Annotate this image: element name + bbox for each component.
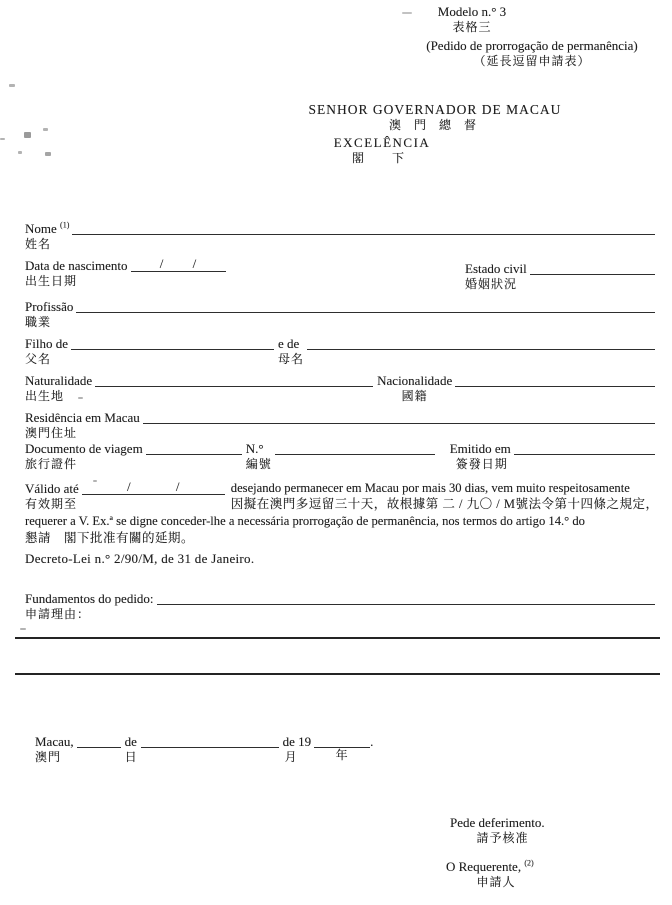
- profissao-label-zh: 職業: [25, 315, 52, 329]
- field-row-filho-de: [25, 336, 655, 367]
- valido-fill-line: [82, 481, 225, 495]
- field-row-naturalidade-nacionalidade: [25, 373, 655, 404]
- emitido-label-zh: 簽發日期: [455, 457, 508, 471]
- form-model-heading: [392, 4, 552, 35]
- e-de-label-zh: 母名: [277, 352, 304, 366]
- field-row-profissao: [25, 299, 655, 330]
- valido-label-zh: 有效期至: [25, 497, 78, 511]
- year-label-zh: 年: [335, 748, 349, 762]
- macau-label: Macau,: [35, 734, 74, 749]
- estado-civil-label: Estado civil: [465, 261, 527, 276]
- nome-fill-line: [72, 221, 655, 235]
- nome-label: Nome: [25, 221, 57, 236]
- requerente-label-zh: 申請人: [476, 875, 516, 889]
- scan-speck: [18, 151, 22, 154]
- fundamentos-label: Fundamentos do pedido:: [25, 591, 154, 606]
- profissao-fill-line: [76, 299, 655, 313]
- month-label-zh: 月: [284, 750, 298, 764]
- day-fill-line: [77, 734, 121, 748]
- field-row-fundamentos: [25, 591, 655, 622]
- data-nascimento-label: Data de nascimento: [25, 258, 128, 273]
- fundamentos-blank-line-2: [15, 657, 660, 675]
- de-day-label: de: [124, 734, 137, 749]
- filho-de-label: Filho de: [25, 336, 68, 351]
- emitido-fill-line: [514, 441, 655, 455]
- nacionalidade-fill-line: [455, 373, 655, 387]
- scan-speck: [24, 132, 31, 138]
- addressee-title-zh: 澳 門 總 督: [388, 118, 481, 132]
- documento-label: Documento de viagem: [25, 441, 143, 456]
- date-slash: /: [192, 256, 197, 271]
- scan-speck: [0, 138, 5, 140]
- field-row-residencia: [25, 410, 655, 441]
- profissao-label: Profissão: [25, 299, 74, 314]
- field-row-nome: [25, 221, 655, 252]
- paragraph-line2-zh: 因擬在澳門多逗留三十天，故根據第 二 / 九〇 / M號法令第十四條之規定，: [230, 497, 659, 511]
- residencia-fill-line: [143, 410, 655, 424]
- date-slash: /: [127, 479, 131, 494]
- day-label-zh: 日: [124, 750, 138, 764]
- form-title-heading: [398, 38, 666, 69]
- naturalidade-fill-line: [95, 373, 373, 387]
- naturalidade-label-zh: 出生地: [25, 389, 65, 403]
- paragraph-line1: desejando permanecer em Macau por mais 30 dias, vem muito respeitosamente: [230, 481, 630, 495]
- paragraph-line4-zh: 懇請 閣下批准有關的延期。: [25, 531, 195, 545]
- nome-footnote-marker: (1): [60, 220, 70, 230]
- estado-civil-label-zh: 婚姻狀況: [465, 277, 518, 291]
- numero-label-zh: 編號: [245, 457, 272, 471]
- residencia-label: Residência em Macau: [25, 410, 140, 425]
- field-row-data-nascimento: [25, 258, 257, 289]
- macau-label-zh: 澳門: [35, 750, 62, 764]
- nacionalidade-label: Nacionalidade: [377, 373, 453, 388]
- month-fill-line: [141, 734, 279, 748]
- scan-speck: [45, 152, 51, 156]
- addressee-title: SENHOR GOVERNADOR DE MACAU: [308, 102, 562, 117]
- fundamentos-label-zh: 申請理由：: [25, 607, 91, 621]
- date-place-row: [35, 734, 405, 765]
- scan-speck: [43, 128, 48, 131]
- date-slash: /: [159, 256, 164, 271]
- numero-fill-line: [275, 441, 435, 455]
- valido-ate-paragraph: [25, 479, 659, 512]
- data-nascimento-label-zh: 出生日期: [25, 274, 78, 288]
- pede-deferimento-label-zh: 請予核准: [476, 831, 529, 845]
- date-slash: /: [175, 479, 180, 494]
- paragraph-line3: requerer a V. Ex.ª se digne conceder-lhe a necessária prorrogação de permanência, nos termos do artigo 14.° do: [25, 514, 585, 528]
- form-model-label: Modelo n.° 3: [437, 4, 507, 19]
- numero-label: N.°: [245, 441, 264, 456]
- pede-deferimento-label: Pede deferimento.: [450, 815, 545, 830]
- requerente-label: O Requerente,: [446, 859, 522, 874]
- emitido-label: Emitido em: [449, 441, 511, 456]
- valido-label: Válido até: [25, 481, 79, 496]
- year-fill-line: [314, 734, 370, 748]
- requerente-block: [446, 859, 586, 890]
- nome-label-zh: 姓名: [25, 237, 52, 251]
- data-nascimento-fill-line: [131, 258, 226, 272]
- excellency-label-zh: 閣 下: [351, 151, 412, 165]
- naturalidade-label: Naturalidade: [25, 373, 93, 388]
- dateline-period: .: [370, 734, 374, 749]
- requerente-footnote-marker: (2): [524, 858, 534, 868]
- paragraph-line5: Decreto-Lei n.° 2/90/M, de 31 de Janeiro.: [25, 551, 255, 566]
- field-row-documento-viagem: [25, 441, 655, 472]
- form-title: (Pedido de prorrogação de permanência): [426, 38, 638, 53]
- documento-fill-line: [146, 441, 242, 455]
- father-name-fill-line: [71, 336, 274, 350]
- form-title-zh: （延長逗留申請表）: [473, 54, 591, 68]
- addressee-heading: [300, 102, 570, 133]
- pede-deferimento-block: [450, 815, 580, 846]
- fundamentos-fill-line: [157, 591, 655, 605]
- filho-de-label-zh: 父名: [25, 352, 52, 366]
- scan-speck: [9, 84, 15, 87]
- mother-name-fill-line: [307, 336, 655, 350]
- excellency-label: EXCELÊNCIA: [333, 135, 431, 150]
- e-de-label: e de: [277, 336, 300, 351]
- field-row-estado-civil: [465, 261, 655, 292]
- excellency-heading: [322, 135, 442, 166]
- fundamentos-blank-line-1: [15, 621, 660, 639]
- estado-civil-fill-line: [530, 261, 655, 275]
- residencia-label-zh: 澳門住址: [25, 426, 78, 440]
- de-year-label: de 19: [282, 734, 312, 749]
- documento-label-zh: 旅行證件: [25, 457, 78, 471]
- nacionalidade-label-zh: 國籍: [401, 389, 428, 403]
- form-model-label-zh: 表格三: [452, 20, 492, 34]
